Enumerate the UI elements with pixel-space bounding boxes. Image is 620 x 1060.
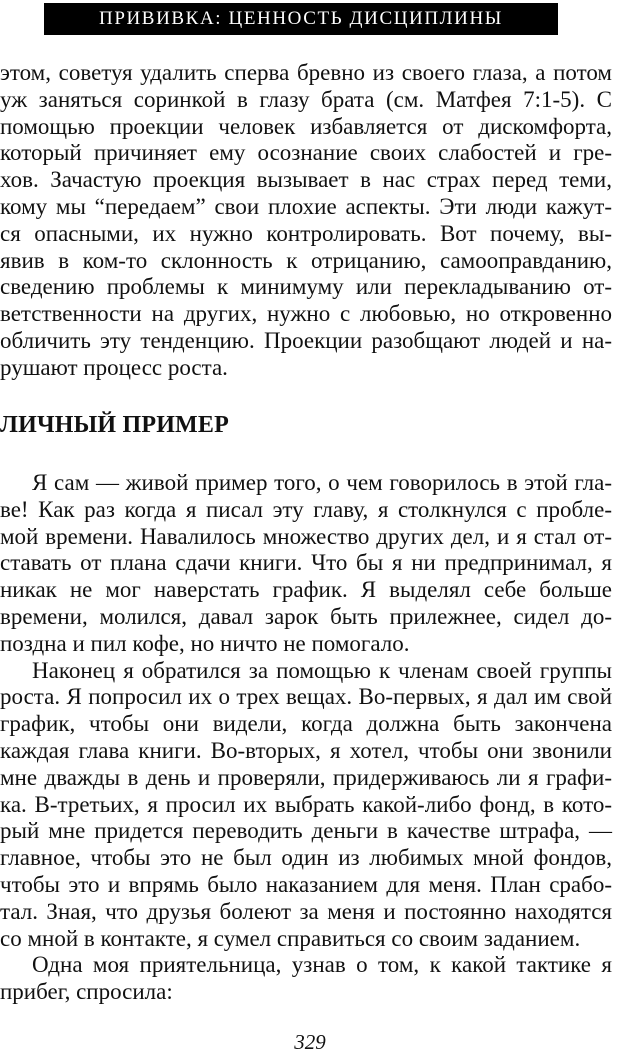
text-line: этом, советуя удалить сперва бревно из своего глаза, а потом: [0, 60, 612, 85]
text-line: уж заняться соринкой в глазу брата (см. Матфея 7:1-5). С: [0, 86, 612, 112]
text-line: ве! Как раз когда я писал эту главу, я столкнулся с пробле-: [0, 496, 612, 522]
running-header-title: ПРИВИВКА: ЦЕННОСТЬ ДИСЦИПЛИНЫ: [99, 8, 503, 29]
text-line: ся опасными, их нужно контролировать. Вот почему, вы-: [0, 220, 612, 246]
text-line: который причиняет ему осознание своих слабостей и гре-: [0, 140, 612, 166]
text-line: ветственности на других, нужно с любовью, но откровенно: [0, 301, 612, 327]
text-line: Наконец я обратился за помощью к членам своей группы: [32, 657, 612, 683]
text-line: обличить эту тенденцию. Проекции разобщают людей и на-: [0, 327, 612, 353]
text-line: поздна и пил кофе, но ничто не помогало.: [0, 630, 410, 656]
text-line: график, чтобы они видели, когда должна быть закончена: [0, 711, 612, 737]
text-line: ставать от плана сдачи книги. Что бы я ни предпринимал, я: [0, 550, 612, 576]
paragraph-growth-group: [0, 658, 612, 953]
text-line: Одна моя приятельница, узнав о том, к какой тактике я: [32, 952, 612, 978]
text-line: ка. В-третьих, я просил их выбрать какой-либо фонд, в кото-: [0, 791, 612, 817]
text-line: кому мы “передаем” свои плохие аспекты. Эти люди кажут-: [0, 193, 612, 219]
page-number: 329: [294, 1030, 326, 1054]
text-line: помощью проекции человек избавляется от дискомфорта,: [0, 113, 612, 139]
text-line: тал. Зная, что друзья болеют за меня и постоянно находятся: [0, 898, 612, 924]
text-line: никак не мог наверстать график. Я выделял себе больше: [0, 577, 612, 603]
text-line: времени, молился, давал зарок быть прилежнее, сидел до-: [0, 603, 612, 629]
section-body: [0, 470, 612, 1006]
text-line: явив в ком-то склонность к отрицанию, самооправданию,: [0, 247, 612, 273]
text-line: мне дважды в день и проверяли, придерживаюсь ли я графи-: [0, 764, 612, 790]
text-line: мой времени. Навалилось множество других дел, и я стал от-: [0, 523, 612, 549]
text-line: прибег, спросила:: [0, 979, 173, 1005]
paragraph-personal-example: [0, 470, 612, 658]
paragraph-friend-question: [0, 952, 612, 1006]
text-line: каждая глава книги. Во-вторых, я хотел, чтобы они звонили: [0, 737, 612, 763]
text-line: чтобы это и впрямь было наказанием для меня. План срабо-: [0, 871, 612, 897]
running-header: [44, 3, 558, 35]
text-line: роста. Я попросил их о трех вещах. Во-первых, я дал им свой: [0, 684, 612, 710]
section-heading: ЛИЧНЫЙ ПРИМЕР: [0, 412, 229, 438]
text-line: сведению проблемы к минимуму или перекладыванию от-: [0, 274, 612, 300]
text-line: со мной в контакте, я сумел справиться со своим заданием.: [0, 925, 581, 951]
text-line: хов. Зачастую проекция вызывает в нас страх перед теми,: [0, 167, 612, 193]
paragraph-projection: [0, 60, 612, 382]
text-line: главное, чтобы это не был один из любимых мной фондов,: [0, 845, 612, 871]
text-line: Я сам — живой пример того, о чем говорилось в этой гла-: [32, 470, 612, 495]
text-line: рушают процесс роста.: [0, 354, 228, 380]
text-line: рый мне придется переводить деньги в качестве штрафа, —: [0, 818, 612, 844]
